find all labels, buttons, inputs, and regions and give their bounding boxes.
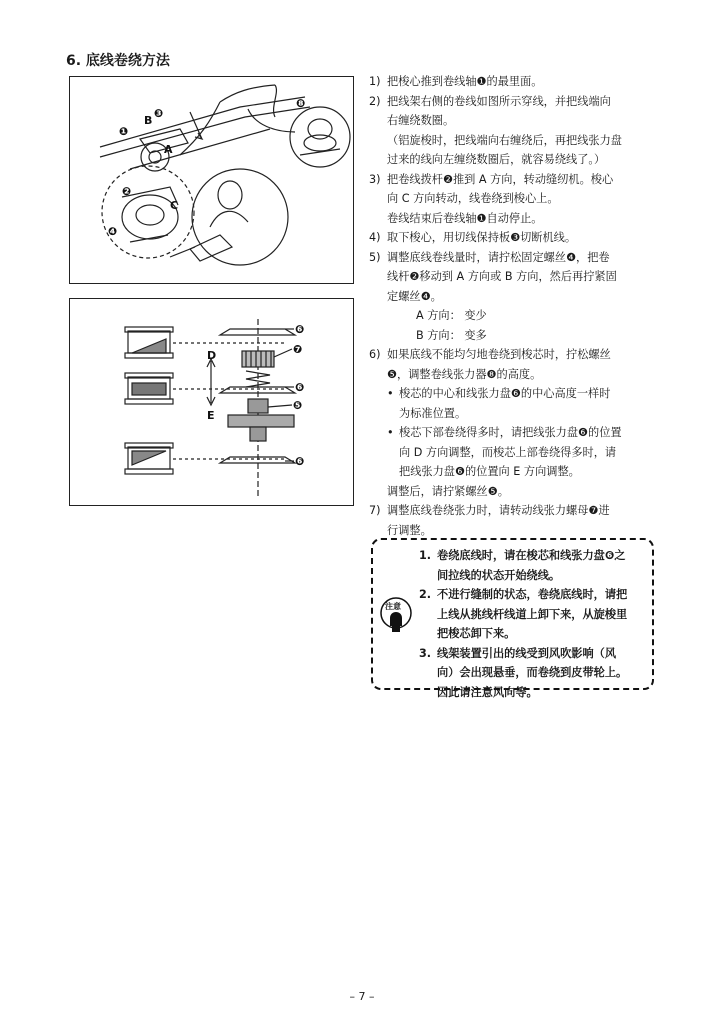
caution-line: 线架装置引出的线受到风吹影响（风 — [437, 646, 617, 660]
caution-icon-label: 注意 — [385, 602, 401, 611]
step-line: 取下梭心，用切线保持板❸切断机线。 — [387, 231, 577, 244]
callout-7: ❼ — [293, 343, 303, 356]
caution-item-2 — [419, 585, 651, 644]
step-line: 线杆❷移动到 A 方向或 B 方向，然后再拧紧固 — [387, 270, 617, 283]
caution-line: 上线从挑线杆线道上卸下来，从旋梭里 — [437, 607, 628, 621]
step-number: 5) — [369, 250, 381, 264]
direction-b-note: B 方向： 变多 — [416, 328, 487, 342]
callout-5: ❺ — [293, 399, 303, 412]
step-line: （铝旋梭时，把线端向右缠绕后，再把线张力盘 — [387, 133, 622, 147]
step-3 — [369, 170, 659, 229]
step-line: 定螺丝❹。 — [387, 289, 442, 303]
step-line: 把卷线拨杆❷推到 A 方向，转动缝纫机。梭心 — [387, 172, 614, 186]
caution-line: 因此请注意风向等。 — [437, 685, 538, 699]
callout-B: B — [144, 114, 153, 127]
callout-8: ❽ — [296, 97, 306, 110]
step-number: 4) — [369, 231, 381, 244]
bullet-line: 向 D 方向调整，而梭芯上部卷绕得多时，请 — [399, 445, 617, 459]
step-line: 如果底线不能均匀地卷绕到梭芯时，拧松螺丝 — [387, 348, 611, 361]
step-number: 1) — [369, 75, 381, 88]
step-5 — [369, 248, 659, 346]
step-line: 把梭心推到卷线轴❶的最里面。 — [387, 75, 543, 88]
callout-6-middle: ❻ — [295, 381, 305, 394]
caution-line: 不进行缝制的状态，卷绕底线时，请把 — [437, 588, 628, 601]
callout-D: D — [207, 349, 217, 362]
callout-E: E — [207, 409, 215, 422]
caution-box — [371, 538, 654, 699]
step-line: 过来的线向左缠绕数圈后，就容易绕线了。） — [387, 153, 606, 166]
callout-6-top: ❻ — [295, 323, 305, 336]
step-6-after: 调整后，请拧紧螺丝❺。 — [387, 484, 509, 498]
bullet-line: 梭芯下部卷绕得多时，请把线张力盘❻的位置 — [399, 426, 622, 439]
callout-C: C — [170, 199, 179, 212]
bullet-line: 把线张力盘❻的位置向 E 方向调整。 — [399, 465, 580, 478]
caution-item-1 — [419, 546, 651, 585]
bullet-dot: • — [387, 387, 394, 400]
step-line: 调整底线卷绕张力时，请转动线张力螺母❼进 — [387, 504, 610, 517]
step-1 — [369, 72, 659, 92]
step-7 — [369, 501, 659, 540]
step-line: 向 C 方向转动，线卷绕到梭心上。 — [387, 192, 559, 205]
step-number: 6) — [369, 348, 381, 361]
direction-a-note: A 方向： 变少 — [416, 309, 487, 322]
step-line: 卷线结束后卷线轴❶自动停止。 — [387, 211, 543, 225]
callout-3: ❸ — [154, 107, 164, 120]
step-number: 3) — [369, 172, 381, 186]
caution-line: 卷绕底线时，请在梭芯和线张力盘❻之 — [437, 549, 626, 562]
section-title: 6. 底线卷绕方法 — [66, 53, 170, 69]
callout-6-bottom: ❻ — [295, 455, 305, 468]
procedure-steps — [369, 72, 659, 540]
step-number: 2) — [369, 94, 381, 108]
bullet-item — [369, 423, 659, 482]
bullet-item — [369, 384, 659, 423]
bullet-line: 为标准位置。 — [399, 406, 467, 420]
callout-A: A — [164, 143, 173, 156]
caution-line: 向）会出现悬垂，而卷绕到皮带轮上。 — [437, 666, 628, 679]
caution-item-3 — [419, 644, 651, 703]
step-line: ❺，调整卷线张力器❽的高度。 — [387, 367, 542, 381]
step-2 — [369, 92, 659, 170]
caution-number: 1. — [419, 549, 432, 562]
step-line: 调整底线卷线量时，请拧松固定螺丝❹，把卷 — [387, 250, 610, 264]
caution-line: 把梭芯卸下来。 — [437, 627, 516, 640]
caution-number: 2. — [419, 588, 432, 601]
step-number: 7) — [369, 504, 381, 517]
bobbin-winder-illustration — [70, 77, 353, 283]
callout-4: ❹ — [108, 225, 118, 238]
tension-height-illustration — [70, 299, 353, 505]
bullet-line: 梭芯的中心和线张力盘❻的中心高度一样时 — [399, 387, 611, 400]
step-6 — [369, 345, 659, 384]
callout-2: ❷ — [122, 185, 132, 198]
bobbin-winder-figure — [69, 76, 354, 284]
callout-1: ❶ — [119, 125, 129, 138]
caution-number: 3. — [419, 646, 432, 660]
step-line: 行调整。 — [387, 523, 432, 537]
step-line: 把线架右侧的卷线如图所示穿线，并把线端向 — [387, 94, 611, 108]
step-line: 右缠绕数圈。 — [387, 114, 455, 127]
bullet-dot: • — [387, 426, 394, 439]
caution-line: 间拉线的状态开始绕线。 — [437, 568, 561, 582]
caution-icon — [379, 596, 413, 636]
page-number: – 7 – — [349, 990, 375, 1003]
step-4 — [369, 228, 659, 248]
tension-height-figure — [69, 298, 354, 506]
